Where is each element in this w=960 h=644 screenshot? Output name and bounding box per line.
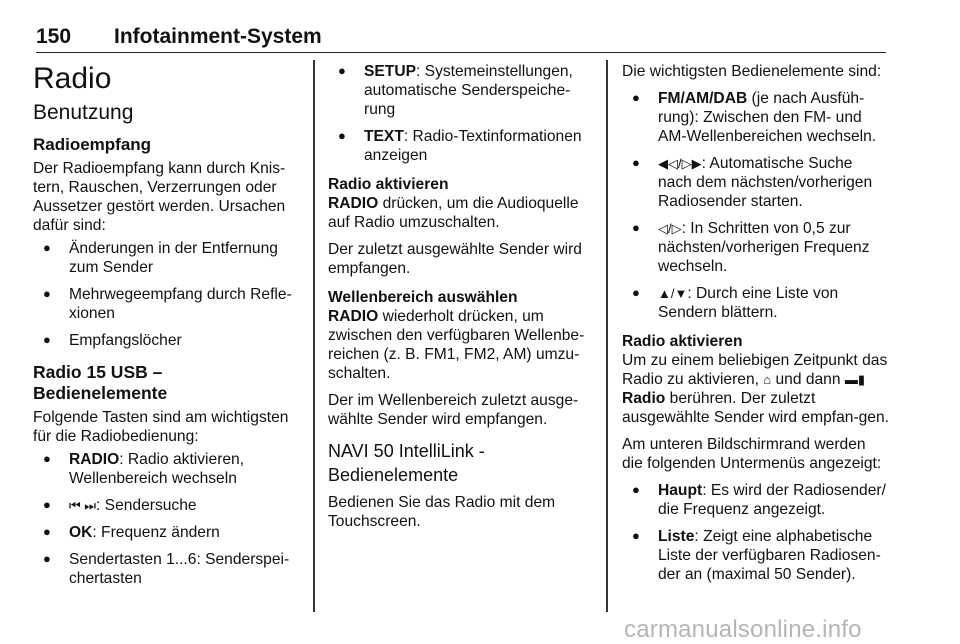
column-2	[328, 62, 592, 539]
list-item: ● ◀◁/▷▶: Automatische Suche nach dem nächsten/vorherigen Radiosender starten.	[622, 154, 890, 211]
subsection-heading: Radio 15 USB – Bedienelemente	[33, 362, 168, 403]
seek-arrows-icon: ◀◁/▷▶	[658, 156, 702, 171]
page-number: 150	[36, 25, 72, 48]
watermark: carmanualsonline.info	[624, 616, 862, 643]
paragraph: RADIO wiederholt drücken, um zwischen den verfügbaren Wellenbe-reichen (z. B. FM1, FM2, AM) umzu-schalten.	[328, 308, 585, 382]
key-label: FM/AM/DAB	[658, 90, 748, 107]
list-item: ● Empfangslöcher	[33, 331, 299, 350]
bullet-list	[622, 481, 890, 584]
paragraph-heading: Radio aktivieren	[328, 176, 449, 193]
key-label: TEXT	[364, 128, 404, 145]
paragraph: RADIO drücken, um die Audioquelle auf Radio umzuschalten.	[328, 195, 579, 231]
column-1	[33, 62, 299, 598]
paragraph: Die wichtigsten Bedienelemente sind:	[622, 63, 882, 80]
column-divider	[606, 60, 608, 612]
key-label: SETUP	[364, 63, 416, 80]
paragraph: Folgende Tasten sind am wichtigsten für die Radiobedienung:	[33, 409, 289, 445]
key-label: Liste	[658, 528, 695, 545]
paragraph-heading: Wellenbereich auswählen	[328, 289, 518, 306]
subsection-heading: Radioempfang	[33, 135, 152, 154]
home-icon: ⌂	[763, 372, 772, 387]
bullet-list	[622, 89, 890, 322]
list-item: ● Sendertasten 1...6: Senderspei-chertasten	[33, 550, 299, 588]
list-item: ● Liste: Zeigt eine alphabetische Liste der verfügbaren Radiosen-der an (maximal 50 Sender).	[622, 527, 890, 584]
bullet-list	[328, 62, 592, 165]
chapter-title: Radio	[33, 62, 112, 95]
paragraph: Der im Wellenbereich zuletzt ausge-wählte Sender wird empfangen.	[328, 392, 579, 428]
list-item: ● FM/AM/DAB (je nach Ausfüh-rung): Zwischen den FM- und AM-Wellenbereichen wechseln.	[622, 89, 890, 146]
key-label: Haupt	[658, 482, 703, 499]
paragraph: Der Radioempfang kann durch Knis-tern, Rauschen, Verzerrungen oder Aussetzer gestört werden. Ursachen dafür sind:	[33, 160, 286, 234]
list-item: ● ⏮ ⏭: Sendersuche	[33, 496, 299, 515]
step-arrows-icon: ◁/▷	[658, 221, 682, 236]
radio-icon: ▬▮	[844, 372, 866, 387]
list-item: ● Mehrwegeempfang durch Refle-xionen	[33, 285, 299, 323]
subsection-heading: NAVI 50 IntelliLink - Bedienelemente	[328, 441, 485, 485]
paragraph-heading: Radio aktivieren	[622, 333, 743, 350]
up-down-arrows-icon: ▲/▼	[658, 286, 688, 301]
list-item: ● SETUP: Systemeinstellungen, automatische Senderspeiche-rung	[328, 62, 592, 119]
paragraph: Der zuletzt ausgewählte Sender wird empfangen.	[328, 241, 582, 277]
list-item: ● Haupt: Es wird der Radiosender/ die Frequenz angezeigt.	[622, 481, 890, 519]
bullet-list	[33, 450, 299, 588]
paragraph: Um zu einem beliebigen Zeitpunkt das Radio zu aktivieren, ⌂ und dann ▬▮Radio berühren. Der zuletzt ausgewählte Sender wird empfan-gen.	[622, 352, 889, 426]
paragraph: Bedienen Sie das Radio mit dem Touchscreen.	[328, 494, 556, 530]
list-item: ● OK: Frequenz ändern	[33, 523, 299, 542]
paragraph: Am unteren Bildschirmrand werden die folgenden Untermenüs angezeigt:	[622, 436, 882, 472]
seek-icon: ⏮ ⏭	[69, 498, 97, 513]
key-label: OK	[69, 524, 93, 541]
column-divider	[313, 60, 315, 612]
list-item: ● ▲/▼: Durch eine Liste von Sendern blättern.	[622, 284, 890, 322]
section-title: Infotainment-System	[114, 25, 322, 48]
key-label: RADIO	[69, 451, 120, 468]
list-item: ● ◁/▷: In Schritten von 0,5 zur nächsten/vorherigen Frequenz wechseln.	[622, 219, 890, 276]
page-header	[36, 24, 886, 53]
list-item: ● TEXT: Radio-Textinformationen anzeigen	[328, 127, 592, 165]
column-3	[622, 62, 890, 594]
section-heading: Benutzung	[33, 101, 134, 124]
list-item: ● Änderungen in der Entfernung zum Sender	[33, 239, 299, 277]
bullet-list	[33, 239, 299, 350]
list-item: ● RADIO: Radio aktivieren, Wellenbereich wechseln	[33, 450, 299, 488]
